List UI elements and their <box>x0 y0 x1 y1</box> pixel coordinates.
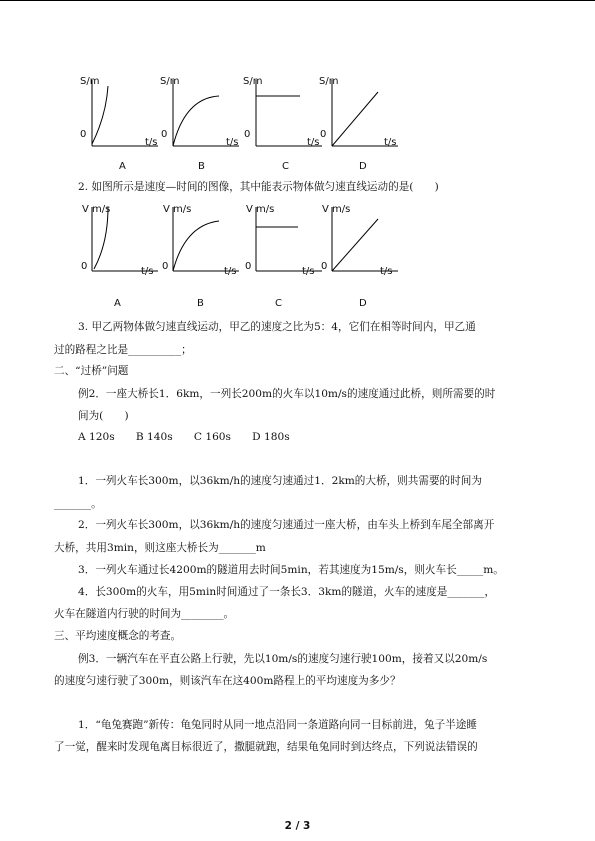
question-3-line-1: 3. 甲乙两物体做匀速直线运动，甲乙的速度之比为5：4，它们在相等时间内，甲乙通 <box>78 321 476 333</box>
exercise-2-line-2: 大桥，共用3min，则这座大桥长为_______m <box>54 542 266 554</box>
exercise-5-line-2: 了一觉，醒来时发现龟离目标很近了，撒腿就跑，结果龟兔同时到达终点，下列说法错误的 <box>54 741 478 753</box>
page-number: 2 / 3 <box>284 820 311 832</box>
graph-1d-xlabel: t/s <box>384 137 397 148</box>
graph-1b-xlabel: t/s <box>226 137 239 148</box>
exercise-4-line-1: 4．长300m的火车，用5min时间通过了一条长3．3km的隧道，火车的速度是_______， <box>78 586 496 598</box>
example-3-line-2: 的速度匀速行驶了300m，则该汽车在这400m路程上的平均速度为多少？ <box>54 675 401 687</box>
exercise-3: 3．一列火车通过长4200m的隧道用去时间5min，若其速度为15m/s，则火车长_____m。 <box>78 564 504 576</box>
graph-1a-xlabel: t/s <box>145 137 158 148</box>
graph-1c-ylabel: S/m <box>243 76 263 87</box>
option-2d: D <box>359 298 367 309</box>
exercise-5-line-1: 1．“龟兔赛跑”新传：龟兔同时从同一地点沿同一条道路向同一目标前进，兔子半途睡 <box>78 719 477 731</box>
top-rule <box>0 0 595 1</box>
option-2c: C <box>275 298 282 309</box>
exercise-1-line-1: 1．一列火车长300m，以36km/h的速度匀速通过1．2km的大桥，则共需要的时间为 <box>78 475 482 487</box>
graph-1a-ylabel: S/m <box>80 76 100 87</box>
graph-1b-ylabel: S/m <box>160 76 180 87</box>
graph-1d-ylabel: S/m <box>319 76 339 87</box>
graph-2d-xlabel: t/s <box>380 266 393 277</box>
graph-2d-origin: 0 <box>321 261 328 272</box>
option-2b: B <box>197 298 204 309</box>
graph-2c-ylabel: V m/s <box>246 204 275 215</box>
section-3-heading: 三、平均速度概念的考查。 <box>54 630 182 642</box>
section-2-heading: 二、“过桥”问题 <box>54 365 129 377</box>
example-3-line-1: 例3．一辆汽车在平直公路上行驶，先以10m/s的速度匀速行驶100m，接着又以20m/s <box>78 653 488 665</box>
graph-2c-origin: 0 <box>245 261 252 272</box>
question-2: 2. 如图所示是速度—时间的图像，其中能表示物体做匀速直线运动的是( ) <box>78 181 439 193</box>
example-2-line-2: 间为( ) <box>78 410 129 422</box>
example-2-line-1: 例2．一座大桥长1．6km，一列长200m的火车以10m/s的速度通过此桥，则所需要的时 <box>78 388 496 400</box>
graph-2d-ylabel: V m/s <box>322 204 351 215</box>
graph-2a-origin: 0 <box>81 261 88 272</box>
graph-2a-ylabel: V m/s <box>82 204 111 215</box>
graph-2b-origin: 0 <box>162 261 169 272</box>
option-1a: A <box>119 161 126 172</box>
graph-1c-xlabel: t/s <box>307 137 320 148</box>
example-2-options: A 120s B 140s C 160s D 180s <box>78 431 290 443</box>
graph-2c-xlabel: t/s <box>302 266 315 277</box>
exercise-4-line-2: 火车在隧道内行驶的时间为________。 <box>54 608 235 620</box>
exercise-1-line-2: _______。 <box>54 498 102 510</box>
graph-1d-origin: 0 <box>320 129 327 140</box>
graph-1c-origin: 0 <box>244 129 251 140</box>
graph-1b-origin: 0 <box>161 129 168 140</box>
option-2a: A <box>114 298 121 309</box>
graph-2b-ylabel: V m/s <box>163 204 192 215</box>
question-3-line-2: 过的路程之比是__________； <box>54 344 192 356</box>
graph-2b-xlabel: t/s <box>224 266 237 277</box>
exercise-2-line-1: 2．一列火车长300m，以36km/h的速度匀速通过一座大桥，由车头上桥到车尾全部离开 <box>78 519 495 531</box>
graph-2a-xlabel: t/s <box>141 266 154 277</box>
option-1d: D <box>359 161 367 172</box>
graph-1a-origin: 0 <box>80 129 87 140</box>
option-1b: B <box>198 161 205 172</box>
option-1c: C <box>282 161 289 172</box>
